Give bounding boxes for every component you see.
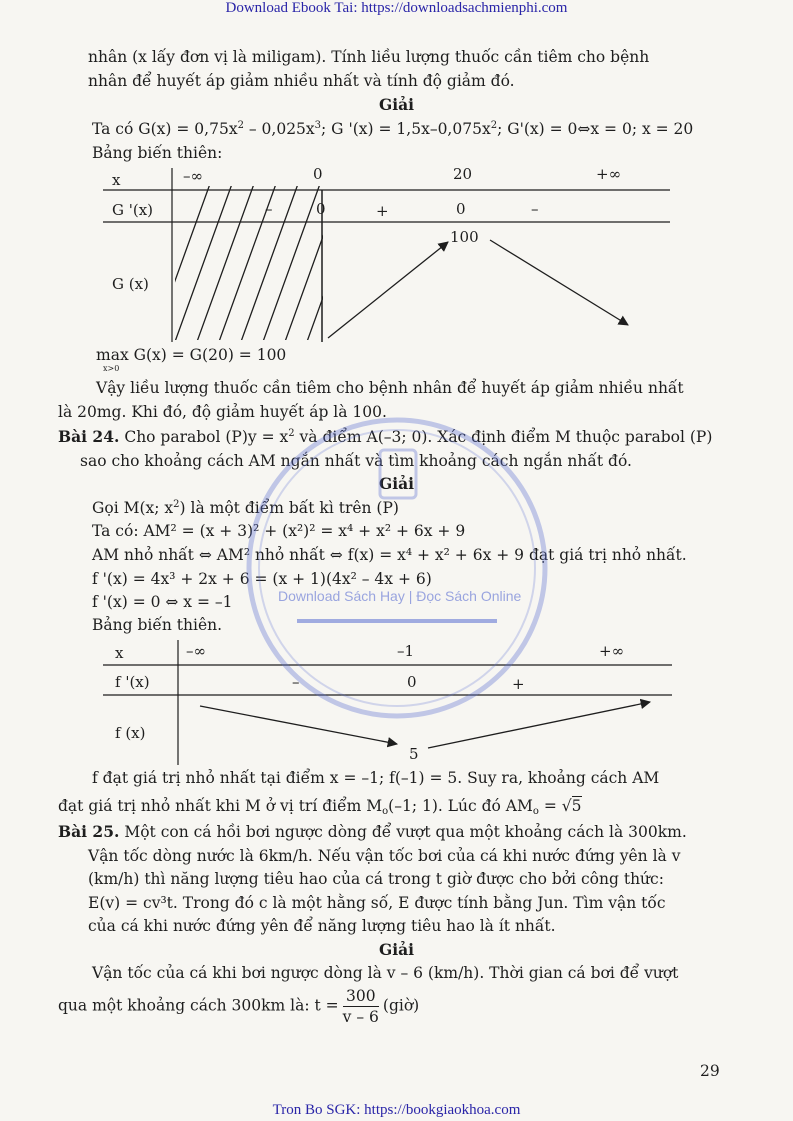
fraction-300-over-v-minus-6: $\frac{300}{v - 6}$: [342, 987, 379, 1026]
sol25-line-1: Vận tốc của cá khi bơi ngược dòng là v – 6 (km/h). Thời gian cá bơi để vượt: [92, 964, 679, 982]
table2-row-func: f (x): [115, 724, 146, 742]
table1-x-20: 20: [453, 165, 473, 183]
giai-heading-2: Giải: [378, 474, 415, 493]
sol24-line-4: f '(x) = 4x³ + 2x + 6 = (x + 1)(4x² – 4x + 6): [92, 570, 432, 588]
page-number: 29: [700, 1062, 720, 1080]
table1-row-func: G (x): [112, 275, 149, 293]
giai-heading-1: Giải: [378, 95, 415, 114]
table1-deriv-zero-1: 0: [316, 200, 326, 218]
sol23-derivative-line: Ta có $G(x) = 0,75x^2 - 0,025x^3$; G '$(x) = 1,5x-0,075x^2$; G'(x) = 0⇔x = 0; x = 20: [92, 120, 694, 138]
sol23-max-subscript: x>0: [103, 364, 120, 373]
table1-row-deriv: G '(x): [112, 201, 154, 219]
bai25-line-4: E(v) = cv³t. Trong đó c là một hằng số, E được tính bằng Jun. Tìm vận tốc: [88, 894, 666, 912]
bai25-line-2: Vận tốc dòng nước là 6km/h. Nếu vận tốc bơi của cá khi nước đứng yên là v: [88, 847, 681, 865]
bai25-line-1: Bài 25. Một con cá hồi bơi ngược dòng để vượt qua một khoảng cách là 300km.: [58, 822, 687, 841]
sol24-line-3: AM nhỏ nhất ⇔ AM² nhỏ nhất ⇔ f(x) = x⁴ + x² + 6x + 9 đạt giá trị nhỏ nhất.: [92, 546, 687, 564]
watermark-text: Download Sách Hay | Đọc Sách Online: [278, 588, 522, 604]
table1-deriv-zero-2: 0: [456, 200, 466, 218]
sol23-conclusion-2: là 20mg. Khi đó, độ giảm huyết áp là 100.: [58, 403, 387, 421]
header-link[interactable]: Download Ebook Tai: https://downloadsachmienphi.com: [225, 0, 568, 16]
bai25-line-5: của cá khi nước đứng yên để năng lượng tiêu hao là ít nhất.: [88, 917, 556, 935]
table2-row-deriv: f '(x): [115, 673, 150, 691]
table1-deriv-minus-2: –: [531, 200, 539, 218]
table2-func-min: 5: [409, 745, 419, 763]
table2-row-x: x: [115, 644, 124, 662]
bai24-line-1: Bài 24. Cho parabol $(P)y = x^2$ và điểm A(–3; 0). Xác định điểm M thuộc parabol (P): [58, 427, 713, 446]
table2-deriv-zero: 0: [407, 673, 417, 691]
intro-line-2: nhân để huyết áp giảm nhiều nhất và tính độ giảm đó.: [88, 72, 515, 90]
intro-line-1: nhân (x lấy đơn vị là miligam). Tính liều lượng thuốc cần tiêm cho bệnh: [88, 48, 650, 66]
table1-deriv-minus-1: –: [265, 200, 273, 218]
bai25-line-3: (km/h) thì năng lượng tiêu hao của cá trong t giờ được cho bởi công thức:: [88, 870, 664, 888]
table1-x-0: 0: [313, 165, 323, 183]
sol24-conclusion-1: f đạt giá trị nhỏ nhất tại điểm x = –1; f(–1) = 5. Suy ra, khoảng cách AM: [92, 769, 660, 787]
footer-link[interactable]: Tron Bo SGK: https://bookgiaokhoa.com: [272, 1102, 521, 1118]
table1-x-pos-inf: +∞: [596, 165, 622, 183]
table1-x-neg-inf: –∞: [183, 167, 203, 185]
table2-deriv-minus: –: [292, 673, 300, 691]
sol24-line-5: f '(x) = 0 ⇔ x = –1: [92, 593, 233, 611]
table2-arrow-up: [428, 702, 650, 748]
sol23-table-title: Bảng biến thiên:: [92, 144, 223, 162]
sol25-line-2: qua một khoảng cách 300km là: t = $\frac{300}{v - 6}$ (giờ): [58, 987, 420, 1026]
sol24-line-2: Ta có: AM² = (x + 3)² + (x²)² = x⁴ + x² + 6x + 9: [92, 522, 466, 540]
sol23-max-line: max G(x) = G(20) = 100: [96, 346, 287, 364]
table1-func-max: 100: [450, 228, 479, 246]
sqrt-symbol: √: [561, 797, 572, 815]
table2-deriv-plus: +: [512, 675, 525, 693]
table2-x-pos-inf: +∞: [599, 642, 625, 660]
table2-arrow-down: [200, 706, 397, 744]
table1-deriv-plus: +: [376, 202, 389, 220]
table2-x-minus-1: –1: [397, 642, 415, 660]
sol23-conclusion-1: Vậy liều lượng thuốc cần tiêm cho bệnh nhân để huyết áp giảm nhiều nhất: [96, 379, 684, 397]
bai24-line-2: sao cho khoảng cách AM ngắn nhất và tìm khoảng cách ngắn nhất đó.: [80, 452, 632, 470]
sol24-table-title: Bảng biến thiên.: [92, 616, 223, 634]
giai-heading-3: Giải: [378, 940, 415, 959]
sol24-line-1: Gọi M(x; $x^2$) là một điểm bất kì trên (P): [92, 499, 399, 517]
table2-x-neg-inf: –∞: [186, 642, 206, 660]
sol24-conclusion-2: đạt giá trị nhỏ nhất khi M ở vị trí điểm $M_o(-1$; 1). Lúc đó $AM_o = √5$: [58, 797, 582, 817]
table1-row-x: x: [112, 171, 121, 189]
